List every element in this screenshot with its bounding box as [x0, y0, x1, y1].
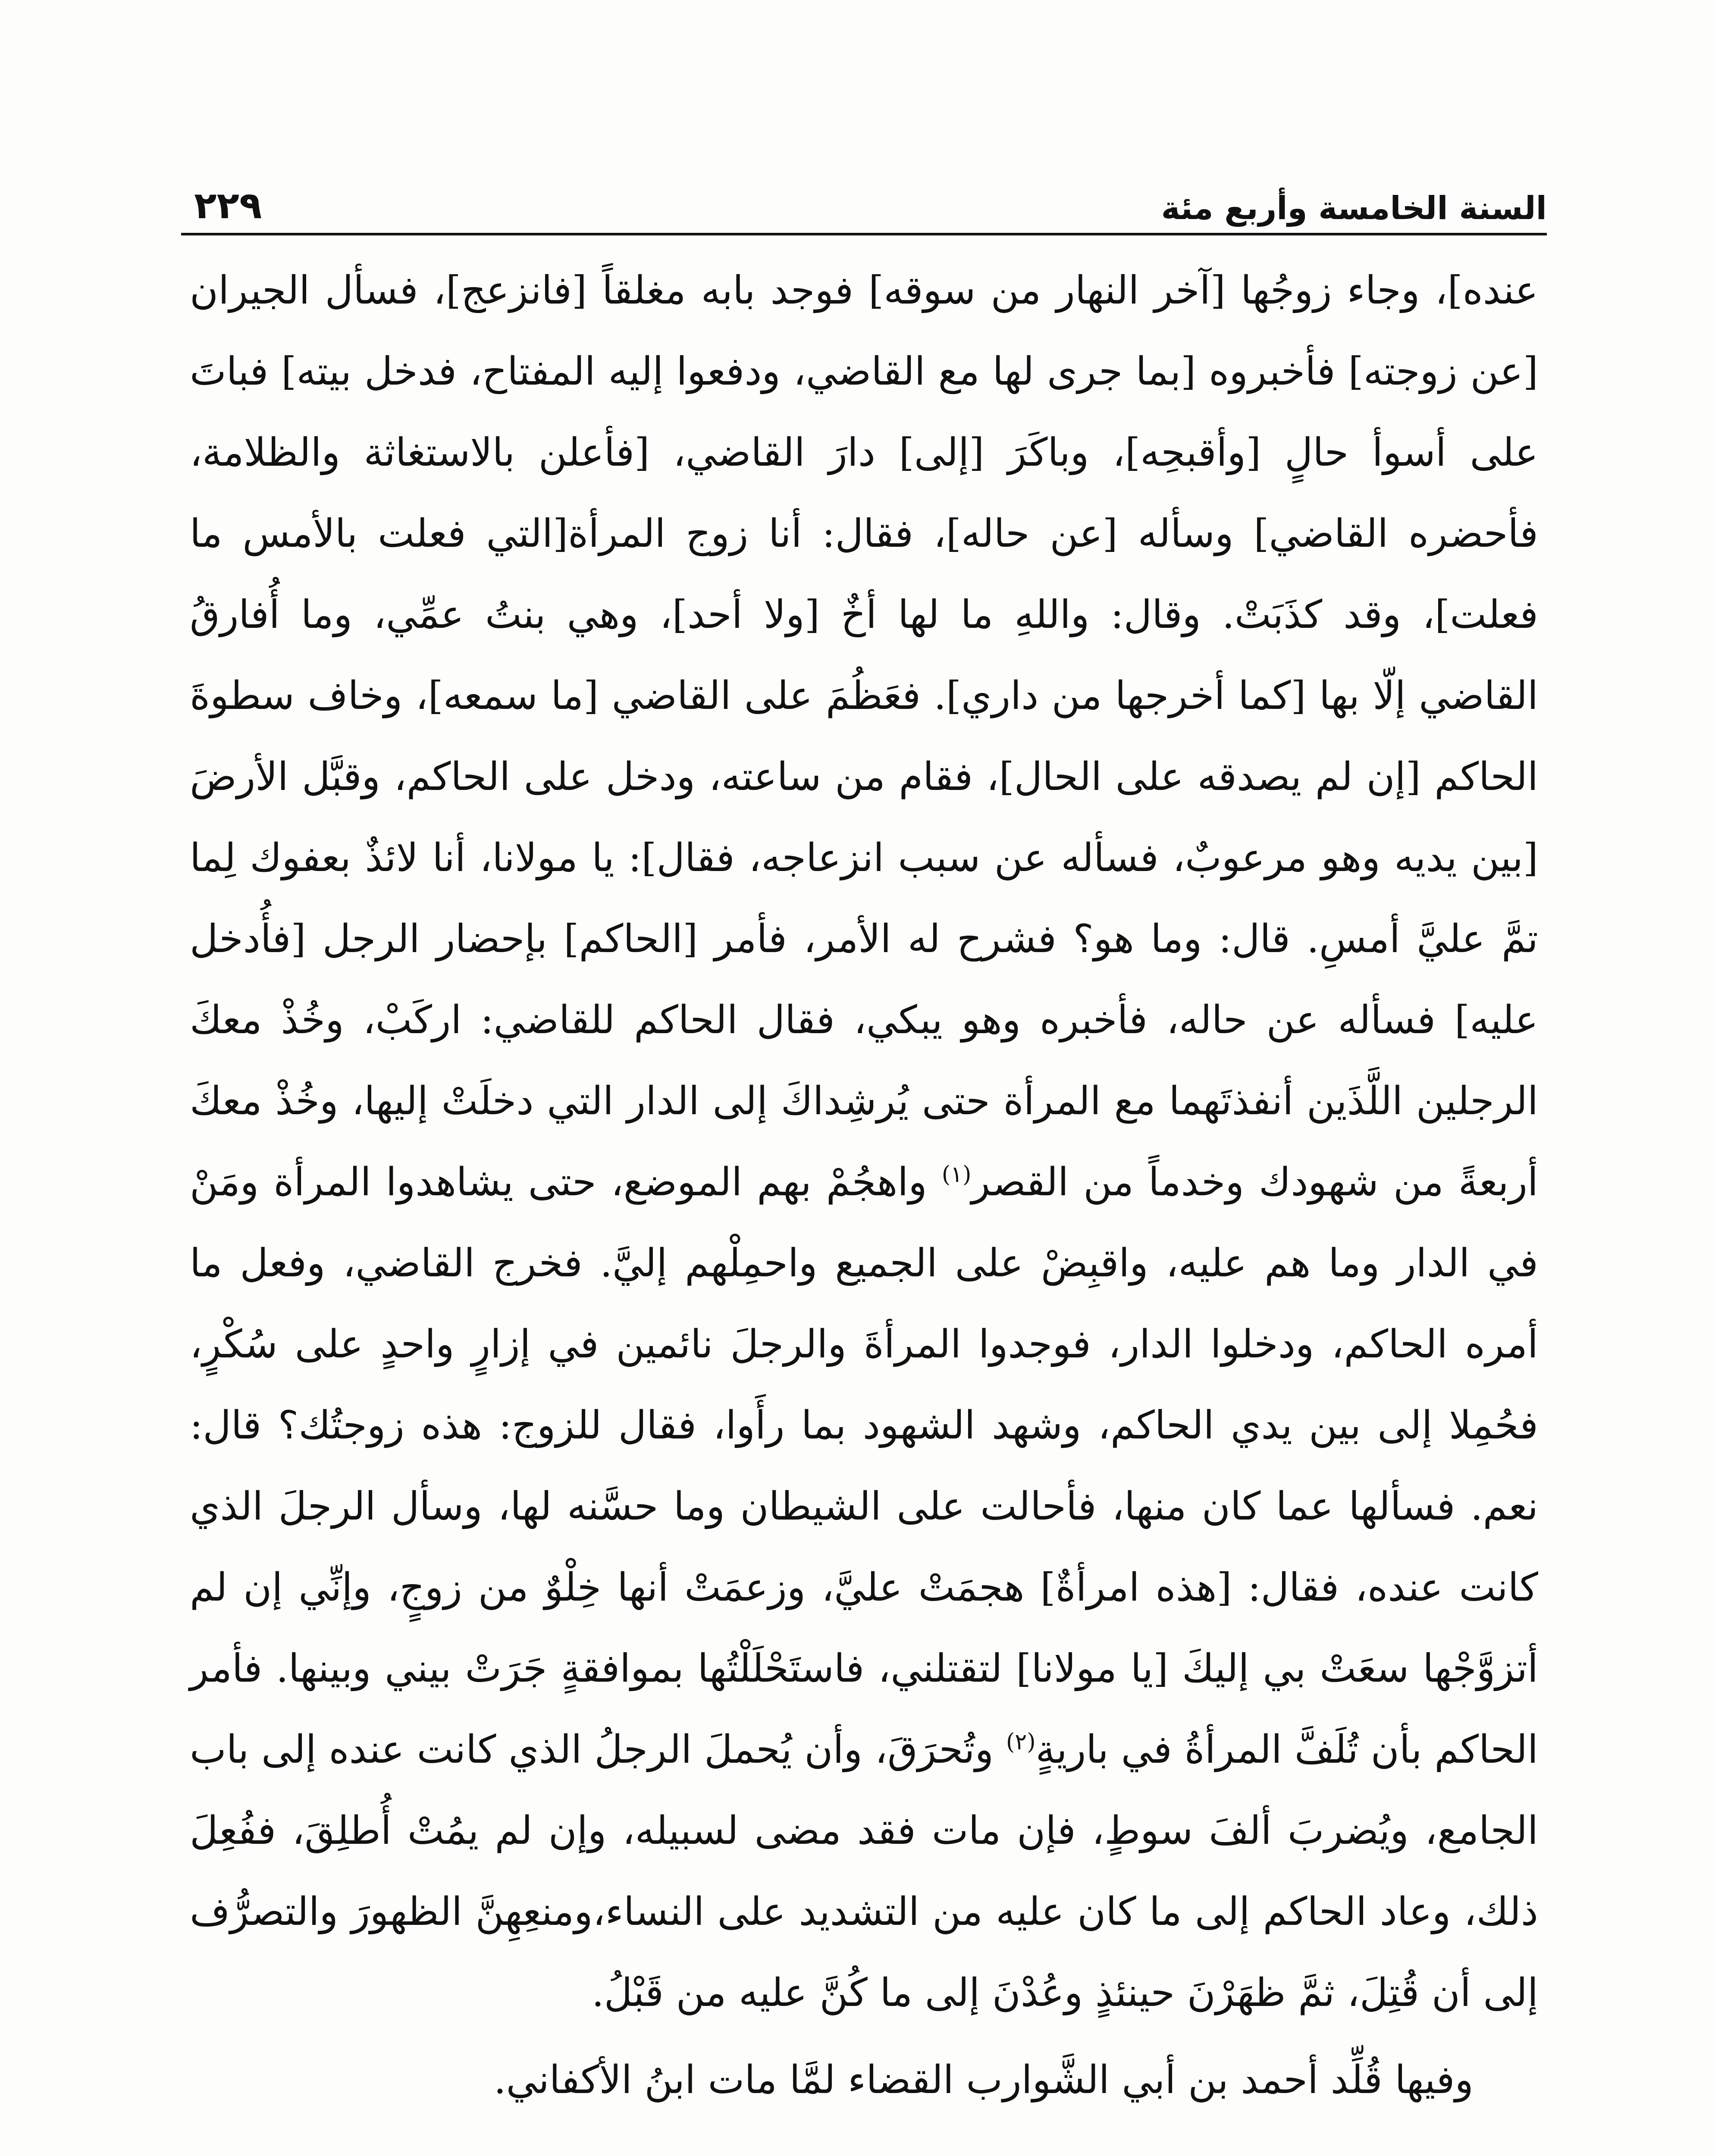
page-header: [185, 160, 1547, 227]
paragraph-text: عنده]، وجاء زوجُها [آخر النهار من سوقه] فوجد بابه مغلقاً [فانزعج]، فسأل الجيران [عن زوجته] فأخبروه [بما جرى لها مع القاضي، ودفعوا إليه المفتاح، فدخل بيته] فباتَ على أسوأ حالٍ [وأقبحِه]، وباكَرَ [إلى] دارَ القاضي، [فأعلن بالاستغاثة والظلامة، فأحضره القاضي] وسأله [عن حاله]، فقال: أنا زوج المرأة[التي فعلت بالأمس ما فعلت]، وقد كذَبَتْ. وقال: واللهِ ما لها أخٌ [ولا أحد]، وهي بنتُ عمِّي، وما أُفارقُ القاضي إلّا بها [كما أخرجها من داري]. فعَظُمَ على القاضي [ما سمعه]، وخاف سطوةَ الحاكم [إن لم يصدقه على الحال]، فقام من ساعته، ودخل على الحاكم، وقبَّل الأرضَ [بين يديه وهو مرعوبٌ، فسأله عن سبب انزعاجه، فقال]: يا مولانا، أنا لائذٌ بعفوك لِما تمَّ عليَّ أمسِ. قال: وما هو؟ فشرح له الأمر، فأمر [الحاكم] بإحضار الرجل [فأُدخل عليه] فسأله عن حاله، فأخبره وهو يبكي، فقال الحاكم للقاضي: اركَبْ، وخُذْ معكَ الرجلين اللَّذَين أنفذتَهما مع المرأة حتى يُرشِداكَ إلى الدار التي دخلَتْ إليها، وخُذْ معكَ أربعةً من شهودك وخدماً من القصر: [190, 268, 1538, 1205]
paragraph: وفيها قُلِّد أحمد بن أبي الشَّوارب القضاء لمَّا مات ابنُ الأكفاني.: [494, 2057, 1474, 2103]
running-title: السنة الخامسة وأربع مئة: [1161, 190, 1547, 227]
paragraph: [190, 250, 1538, 2034]
footnote-ref: (١): [941, 1162, 972, 1188]
footnote-ref: (٢): [1006, 1729, 1036, 1755]
main-text: [190, 250, 1538, 2121]
page-number: ٢٢٩: [194, 184, 262, 227]
header-rule: [181, 233, 1547, 235]
paragraph-text: وتُحرَقَ، وأن يُحملَ الرجلُ الذي كانت عنده إلى باب الجامع، ويُضربَ ألفَ سوطٍ، فإن مات فقد مضى لسبيله، وإن لم يمُتْ أُطلِقَ، ففُعِلَ ذلك، وعاد الحاكم إلى ما كان عليه من التشديد على النساء،ومنعِهِنَّ الظهورَ والتصرُّف إلى أن قُتِلَ، ثمَّ ظهَرْنَ حينئذٍ وعُدْنَ إلى ما كُنَّ عليه من قَبْلُ.: [190, 1727, 1538, 2015]
paragraph-text: واهجُمْ بهم الموضع، حتى يشاهدوا المرأة ومَنْ في الدار وما هم عليه، واقبِضْ على الجميع واحمِلْهم إليَّ. فخرج القاضي، وفعل ما أمره الحاكم، ودخلوا الدار، فوجدوا المرأةَ والرجلَ نائمين في إزارٍ واحدٍ على سُكْرٍ، فحُمِلا إلى بين يدي الحاكم، وشهد الشهود بما رأَوا، فقال للزوج: هذه زوجتُك؟ قال: نعم. فسألها عما كان منها، فأحالت على الشيطان وما حسَّنه لها، وسأل الرجلَ الذي كانت عنده، فقال: [هذه امرأةٌ] هجمَتْ عليَّ، وزعمَتْ أنها خِلْوٌ من زوجٍ، وإنِّي إن لم أتزوَّجْها سعَتْ بي إليكَ [يا مولانا] لتقتلني، فاستَحْلَلْتُها بموافقةٍ جَرَتْ بيني وبينها. فأمر الحاكم بأن تُلَفَّ المرأةُ في باريةٍ: [190, 1159, 1539, 1772]
